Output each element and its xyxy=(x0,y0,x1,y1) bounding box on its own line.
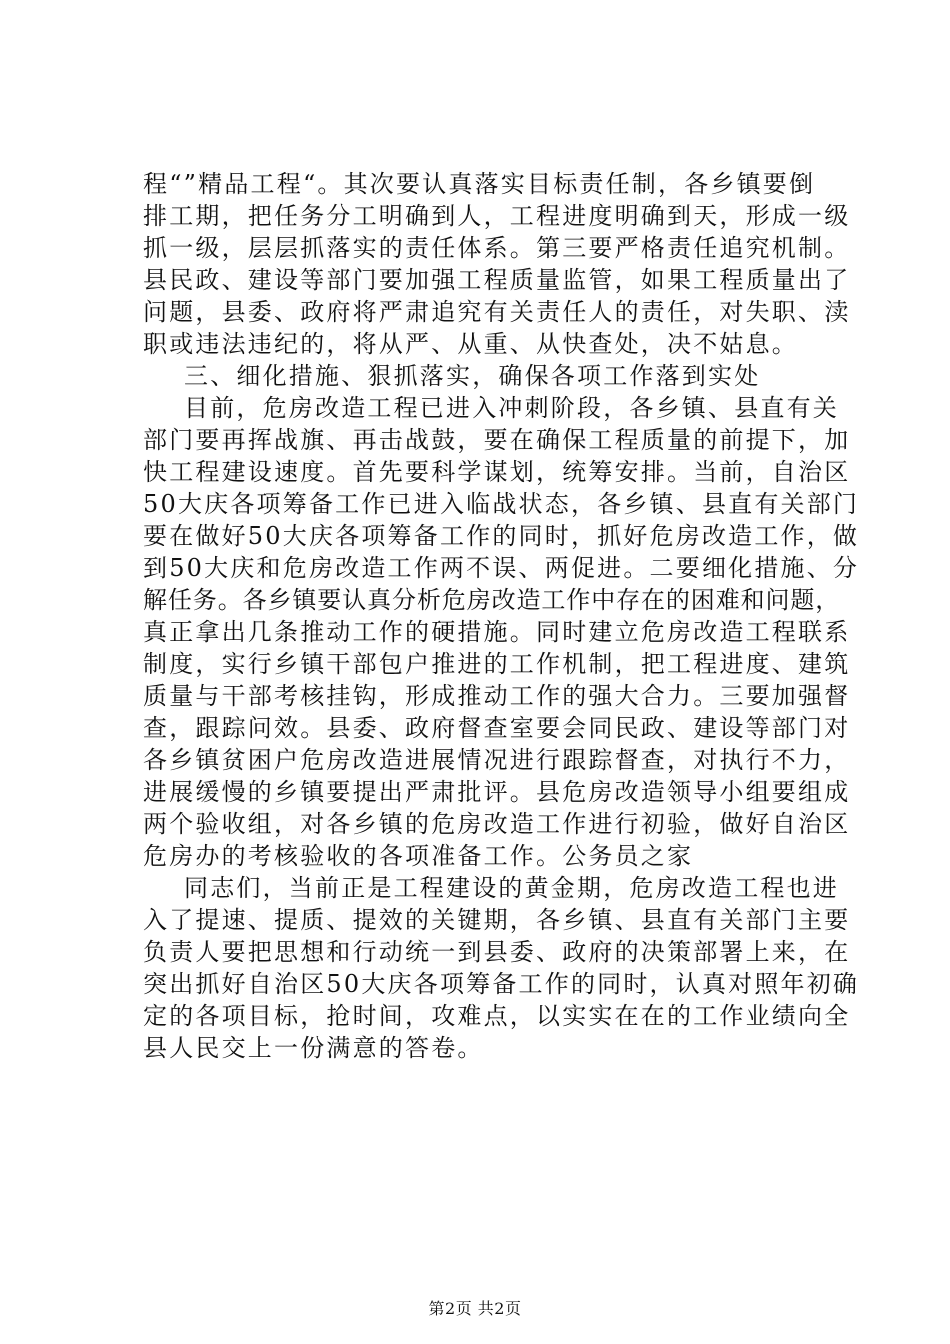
text-line: 真正拿出几条推动工作的硬措施。同时建立危房改造工程联系 xyxy=(143,618,851,646)
page-number: 第2页 共2页 xyxy=(428,1299,522,1318)
text-line: 到50大庆和危房改造工作两不误、两促进。二要细化措施、分 xyxy=(143,554,860,582)
text-line: 职或违法违纪的，将从严、从重、从快查处，决不姑息。 xyxy=(143,330,798,358)
text-line: 问题，县委、政府将严肃追究有关责任人的责任，对失职、渎 xyxy=(143,298,851,326)
text-line: 程“”精品工程“。其次要认真落实目标责任制，各乡镇要倒 xyxy=(143,170,816,198)
text-line: 目前，危房改造工程已进入冲刺阶段，各乡镇、县直有关 xyxy=(184,394,839,422)
text-line: 解任务。各乡镇要认真分析危房改造工作中存在的困难和问题， xyxy=(143,586,841,614)
text-line: 查，跟踪问效。县委、政府督查室要会同民政、建设等部门对 xyxy=(143,714,851,742)
text-line: 质量与干部考核挂钩，形成推动工作的强大合力。三要加强督 xyxy=(143,682,851,710)
text-line: 快工程建设速度。首先要科学谋划，统筹安排。当前，自治区 xyxy=(143,458,851,486)
text-line: 部门要再挥战旗、再击战鼓，要在确保工程质量的前提下，加 xyxy=(143,426,851,454)
text-line: 抓一级，层层抓落实的责任体系。第三要严格责任追究机制。 xyxy=(143,234,851,262)
text-line: 各乡镇贫困户危房改造进展情况进行跟踪督查，对执行不力， xyxy=(143,746,851,774)
text-line: 危房办的考核验收的各项准备工作。公务员之家 xyxy=(143,842,694,870)
text-line: 两个验收组，对各乡镇的危房改造工作进行初验，做好自治区 xyxy=(143,810,851,838)
text-line: 负责人要把思想和行动统一到县委、政府的决策部署上来，在 xyxy=(143,938,851,966)
section-heading: 三、细化措施、狠抓落实，确保各项工作落到实处 xyxy=(184,362,761,390)
document-body xyxy=(143,168,860,1064)
text-line: 50大庆各项筹备工作已进入临战状态，各乡镇、县直有关部门 xyxy=(143,490,860,518)
text-line: 同志们，当前正是工程建设的黄金期，危房改造工程也进 xyxy=(184,874,839,902)
text-line: 县人民交上一份满意的答卷。 xyxy=(143,1034,484,1062)
text-line: 制度，实行乡镇干部包户推进的工作机制，把工程进度、建筑 xyxy=(143,650,851,678)
text-line: 进展缓慢的乡镇要提出严肃批评。县危房改造领导小组要组成 xyxy=(143,778,851,806)
text-line: 入了提速、提质、提效的关键期，各乡镇、县直有关部门主要 xyxy=(143,906,851,934)
text-line: 定的各项目标，抢时间，攻难点，以实实在在的工作业绩向全 xyxy=(143,1002,851,1030)
text-line: 县民政、建设等部门要加强工程质量监管，如果工程质量出了 xyxy=(143,266,851,294)
text-line: 突出抓好自治区50大庆各项筹备工作的同时，认真对照年初确 xyxy=(143,970,860,998)
text-line: 排工期，把任务分工明确到人，工程进度明确到天，形成一级 xyxy=(143,202,851,230)
text-line: 要在做好50大庆各项筹备工作的同时，抓好危房改造工作，做 xyxy=(143,522,860,550)
